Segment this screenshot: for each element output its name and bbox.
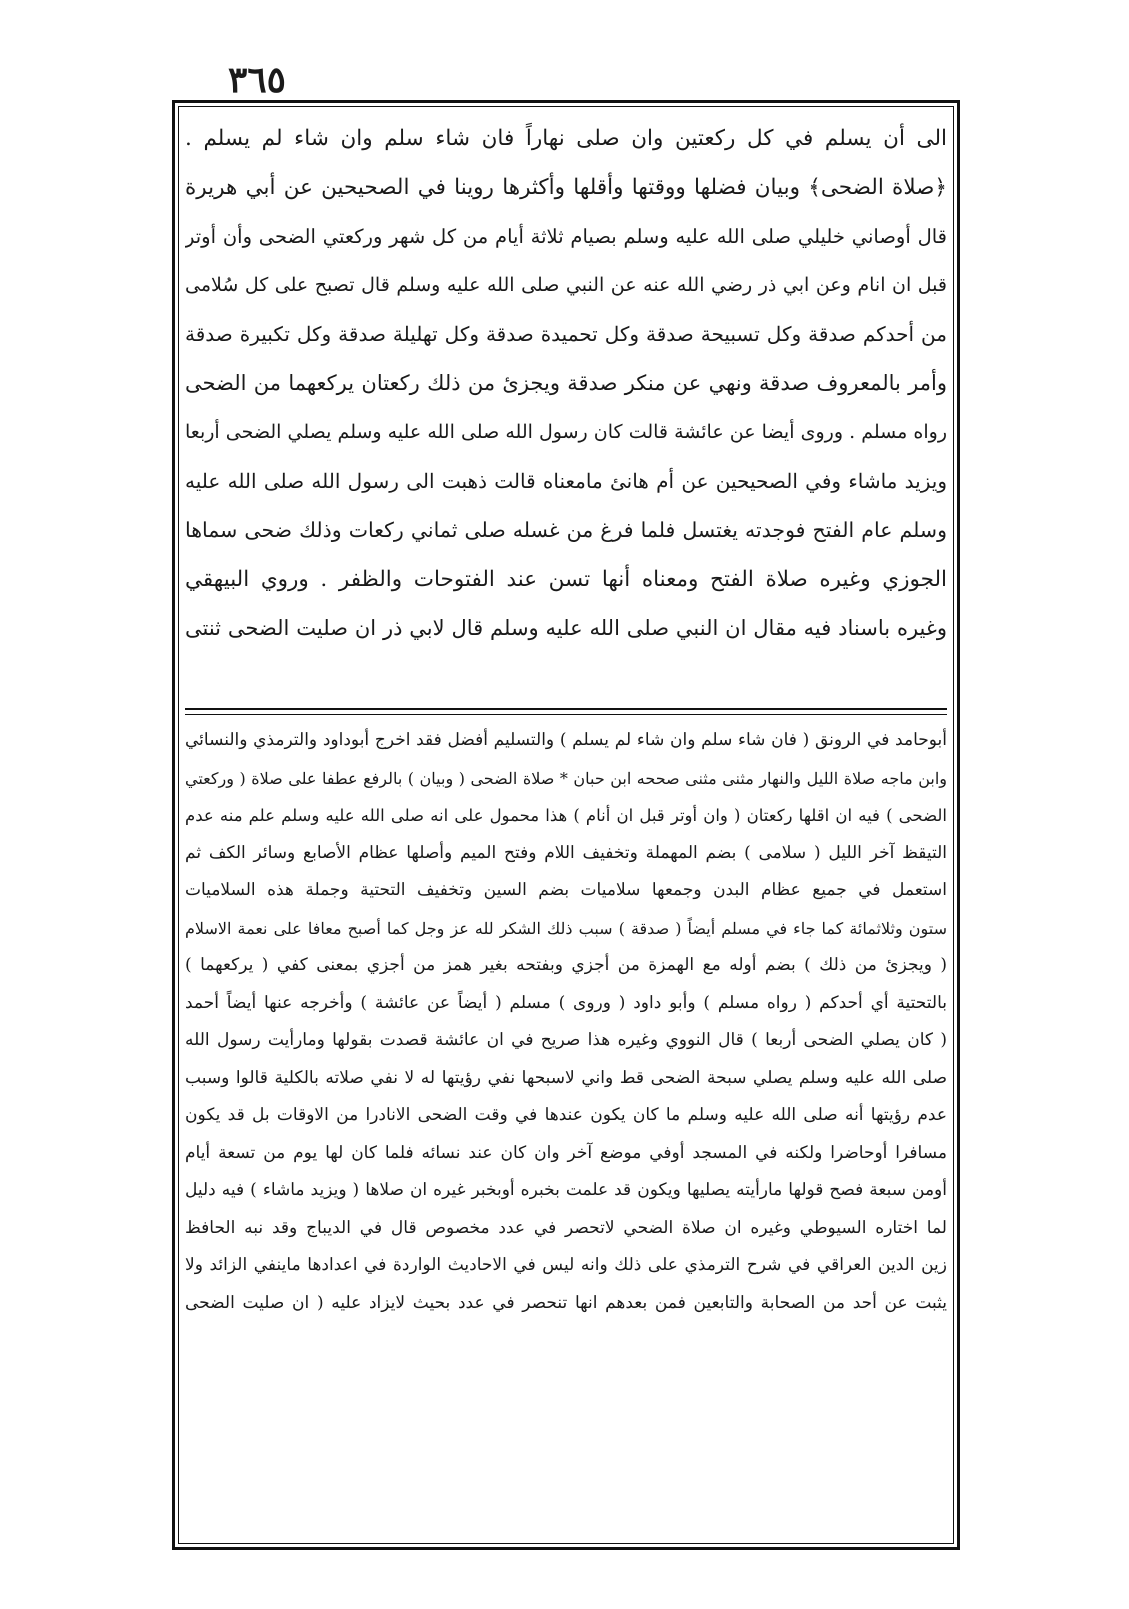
commentary-line: التيقظ آخر الليل ( سلامى ) بضم المهملة وتخفيف اللام وفتح الميم وأصلها عظام الأصابع وسائر الكف ثم <box>185 842 947 863</box>
commentary-line: ( ويجزئ من ذلك ) بضم أوله مع الهمزة من أجزي وبفتحه بغير همز من أجزي بمعنى كفي ( يركعهما ) <box>185 955 947 975</box>
section-divider <box>185 708 947 710</box>
main-text-line: قال أوصاني خليلي صلى الله عليه وسلم بصيام ثلاثة أيام من كل شهر وركعتي الضحى وأن أوتر <box>185 225 947 248</box>
commentary-line: بالتحتية أي أحدكم ( رواه مسلم ) وأبو داود ( وروى ) مسلم ( أيضاً عن عائشة ) وأخرجه عنها أيضاً أحمد <box>185 992 947 1013</box>
commentary-line: مسافرا أوحاضرا ولكنه في المسجد أوفي موضع آخر وان كان عند نسائه فلما كان لها يوم من تسعة أيام <box>185 1142 947 1163</box>
commentary-line: أومن سبعة فصح قولها مارأيته يصليها ويكون قد علمت بخبره أوبخبر غيره ان صلاها ( ويزيد ماشاء ) فيه دليل <box>185 1180 947 1200</box>
commentary-line: عدم رؤيتها أنه صلى الله عليه وسلم ما كان يكون عندها في وقت الضحى الانادرا من الاوقات بل قد يكون <box>185 1105 947 1125</box>
commentary-line: الضحى ) فيه ان اقلها ركعتان ( وان أوتر قبل ان أنام ) هذا محمول على انه صلى الله عليه وسلم علم منه عدم <box>185 806 947 825</box>
commentary-line: يثبت عن أحد من الصحابة والتابعين فمن بعدهم انها تنحصر في عدد بحيث لايزاد عليه ( ان صليت الضحى <box>185 1292 947 1313</box>
commentary-line: ستون وثلاثمائة كما جاء في مسلم أيضاً ( صدقة ) سبب ذلك الشكر لله عز وجل كما أصبح معافا على نعمة الاسلام <box>185 918 947 938</box>
commentary-line: لما اختاره السيوطي وغيره ان صلاة الضحي لاتحصر في عدد مخصوص قال في الديباج وقد نبه الحافظ <box>185 1217 947 1238</box>
main-text-line: من أحدكم صدقة وكل تسبيحة صدقة وكل تحميدة صدقة وكل تهليلة صدقة وكل تكبيرة صدقة <box>185 322 947 346</box>
main-text-line: وسلم عام الفتح فوجدته يغتسل فلما فرغ من غسله صلى ثماني ركعات وذلك ضحى سماها <box>185 518 947 542</box>
main-text-line: ﴿صلاة الضحى﴾ وبيان فضلها ووقتها وأقلها وأكثرها روينا في الصحيحين عن أبي هريرة <box>185 175 947 200</box>
commentary-line: زين الدين العراقي في شرح الترمذي على ذلك وانه ليس في الاحاديث الواردة في اعدادها ماينفي الزائد ولا <box>185 1255 947 1275</box>
commentary-line: وابن ماجه صلاة الليل والنهار مثنى مثنى صححه ابن حبان * صلاة الضحى ( وبيان ) بالرفع عطفا على صلاة ( وركعتي <box>185 768 947 788</box>
main-text-line: رواه مسلم . وروى أيضا عن عائشة قالت كان رسول الله صلى الله عليه وسلم يصلي الضحى أربعا <box>185 421 947 443</box>
main-text-line: الجوزي وغيره صلاة الفتح ومعناه أنها تسن عند الفتوحات والظفر . وروي البيهقي <box>185 567 947 592</box>
main-text-line: وأمر بالمعروف صدقة ونهي عن منكر صدقة ويجزئ من ذلك ركعتان يركعهما من الضحى <box>185 371 947 395</box>
commentary-block <box>185 722 947 1540</box>
main-text-line: قبل ان انام وعن ابي ذر رضي الله عنه عن النبي صلى الله عليه وسلم قال تصبح على كل سُلامى <box>185 274 947 296</box>
main-text-line: ويزيد ماشاء وفي الصحيحين عن أم هانئ مامعناه قالت ذهبت الى رسول الله صلى الله عليه <box>185 469 947 493</box>
commentary-line: استعمل في جميع عظام البدن وجمعها سلاميات بضم السين وتخفيف التحتية وجملة هذه السلاميات <box>185 880 947 900</box>
commentary-line: ( كان يصلي الضحى أربعا ) قال النووي وغيره هذا صريح في ان عائشة قصدت بقولها ومارأيت رسول الله <box>185 1030 947 1050</box>
section-divider-thin <box>185 714 947 715</box>
main-text-block <box>185 114 947 702</box>
commentary-line: صلى الله عليه وسلم يصلي سبحة الضحى قط واني لاسبحها نفي رؤيتها له لا نفي صلاته بالكلية قالوا وسبب <box>185 1067 947 1088</box>
main-text-line: وغيره باسناد فيه مقال ان النبي صلى الله عليه وسلم قال لابي ذر ان صليت الضحى ثنتى <box>185 616 947 640</box>
page-number: ٣٦٥ <box>228 59 287 101</box>
commentary-line: أبوحامد في الرونق ( فان شاء سلم وان شاء لم يسلم ) والتسليم أفضل فقد اخرج أبوداود والترمذي والنسائي <box>185 730 947 750</box>
main-text-line: الى أن يسلم في كل ركعتين وان صلى نهاراً فان شاء سلم وان شاء لم يسلم . <box>185 126 947 151</box>
